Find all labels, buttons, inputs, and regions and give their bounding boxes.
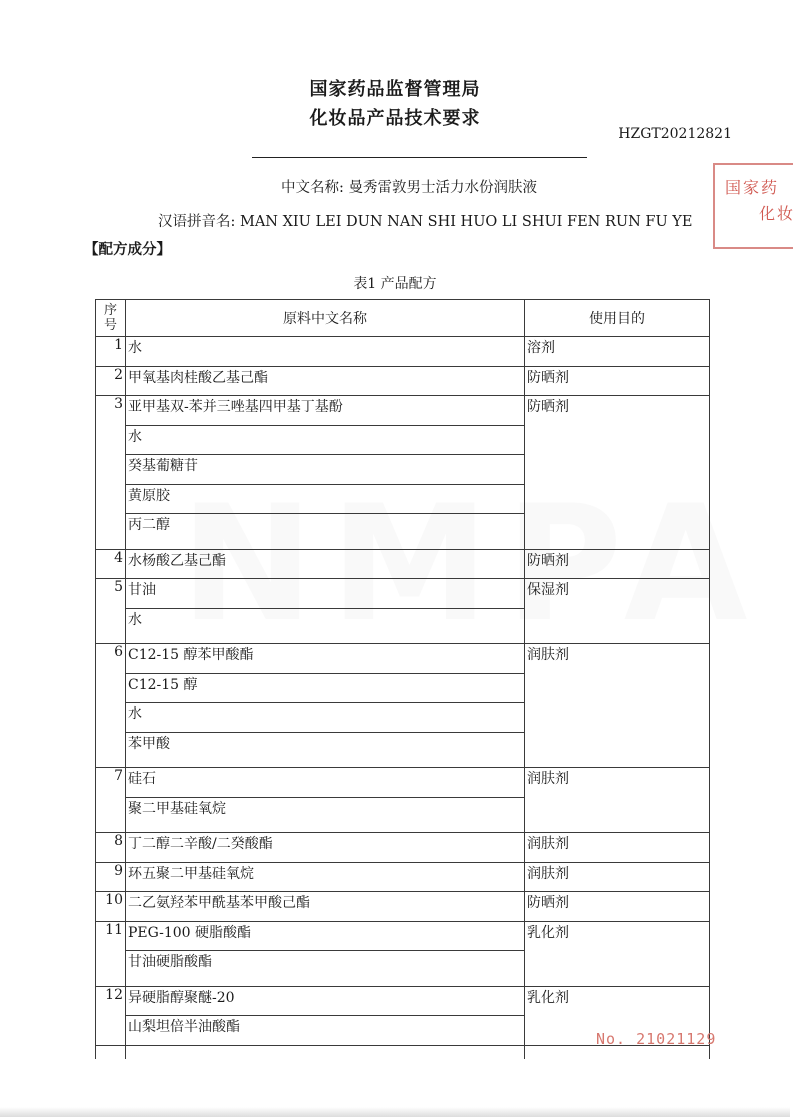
table-row xyxy=(96,337,710,367)
table-row xyxy=(96,366,710,396)
row-purpose: 防晒剂 xyxy=(525,366,710,396)
row-material-name: 丁二醇二辛酸/二癸酸酯 xyxy=(126,833,525,863)
header-seq: 序号 xyxy=(96,300,126,337)
page-bottom-edge xyxy=(0,1107,790,1117)
row-material-name: 山梨坦倍半油酸酯 xyxy=(126,1016,525,1046)
row-seq: 8 xyxy=(96,833,126,863)
table-row xyxy=(96,768,710,798)
table-caption: 表1 产品配方 xyxy=(353,276,437,292)
row-seq: 6 xyxy=(96,644,126,768)
row-seq: 1 xyxy=(96,337,126,367)
table-row xyxy=(96,579,710,609)
row-seq: 3 xyxy=(96,396,126,550)
table-row xyxy=(96,921,710,951)
header-material-name: 原料中文名称 xyxy=(126,300,525,337)
table-row xyxy=(96,833,710,863)
product-pinyin-name: 汉语拼音名: MAN XIU LEI DUN NAN SHI HUO LI SHUI FEN RUN FU YE xyxy=(158,214,693,230)
row-seq: 12 xyxy=(96,986,126,1045)
row-purpose: 润肤剂 xyxy=(525,768,710,833)
row-purpose: 润肤剂 xyxy=(525,833,710,863)
row-purpose: 乳化剂 xyxy=(525,986,710,1045)
table-header-row xyxy=(96,300,710,337)
document-code: HZGT20212821 xyxy=(618,126,732,142)
table-row xyxy=(96,986,710,1016)
row-material-name: 甘油硬脂酸酯 xyxy=(126,951,525,987)
row-seq: 5 xyxy=(96,579,126,644)
row-seq: 11 xyxy=(96,921,126,986)
official-seal-stamp xyxy=(713,163,793,249)
formula-table xyxy=(95,299,710,1059)
row-material-name: 苯甲酸 xyxy=(126,732,525,768)
formula-table-body xyxy=(96,337,710,1060)
serial-number: No. 21021129 xyxy=(596,1030,717,1048)
row-material-name: 二乙氨羟苯甲酰基苯甲酸己酯 xyxy=(126,892,525,922)
row-seq: 4 xyxy=(96,549,126,579)
authority-title: 国家药品监督管理局 xyxy=(309,79,481,100)
row-purpose: 润肤剂 xyxy=(525,644,710,768)
row-purpose: 防晒剂 xyxy=(525,396,710,550)
table-row xyxy=(96,644,710,674)
table-row xyxy=(96,549,710,579)
row-material-name: 水 xyxy=(126,425,525,455)
row-material-name: 硅石 xyxy=(126,768,525,798)
row-material-name: 环五聚二甲基硅氧烷 xyxy=(126,862,525,892)
row-material-name: 水 xyxy=(126,703,525,733)
row-material-name: 聚二甲基硅氧烷 xyxy=(126,797,525,833)
continuation-cell xyxy=(126,1045,525,1059)
row-purpose: 保湿剂 xyxy=(525,579,710,644)
table-row xyxy=(96,396,710,426)
row-purpose: 溶剂 xyxy=(525,337,710,367)
row-material-name: 丙二醇 xyxy=(126,514,525,550)
row-material-name: 异硬脂醇聚醚-20 xyxy=(126,986,525,1016)
table-row xyxy=(96,862,710,892)
stamp-line-2: 化妆 xyxy=(759,204,795,223)
section-heading-formula: 【配方成分】 xyxy=(84,241,171,258)
document-title: 化妆品产品技术要求 xyxy=(309,108,481,129)
row-material-name: 水 xyxy=(126,608,525,644)
row-material-name: 癸基葡糖苷 xyxy=(126,455,525,485)
row-seq: 10 xyxy=(96,892,126,922)
row-seq: 9 xyxy=(96,862,126,892)
row-material-name: 甘油 xyxy=(126,579,525,609)
row-seq: 7 xyxy=(96,768,126,833)
row-material-name: 甲氧基肉桂酸乙基己酯 xyxy=(126,366,525,396)
continuation-cell xyxy=(96,1045,126,1059)
row-purpose: 防晒剂 xyxy=(525,892,710,922)
row-material-name: 黄原胶 xyxy=(126,484,525,514)
row-material-name: 水 xyxy=(126,337,525,367)
product-chinese-name: 中文名称: 曼秀雷敦男士活力水份润肤液 xyxy=(281,180,537,196)
row-purpose: 润肤剂 xyxy=(525,862,710,892)
row-material-name: C12-15 醇 xyxy=(126,673,525,703)
row-purpose: 乳化剂 xyxy=(525,921,710,986)
stamp-line-1: 国家药 xyxy=(725,178,780,197)
table-row xyxy=(96,892,710,922)
row-material-name: PEG-100 硬脂酸酯 xyxy=(126,921,525,951)
row-material-name: 亚甲基双-苯并三唑基四甲基丁基酚 xyxy=(126,396,525,426)
header-purpose: 使用目的 xyxy=(525,300,710,337)
row-material-name: C12-15 醇苯甲酸酯 xyxy=(126,644,525,674)
row-seq: 2 xyxy=(96,366,126,396)
title-divider xyxy=(252,157,587,158)
row-purpose: 防晒剂 xyxy=(525,549,710,579)
row-material-name: 水杨酸乙基己酯 xyxy=(126,549,525,579)
